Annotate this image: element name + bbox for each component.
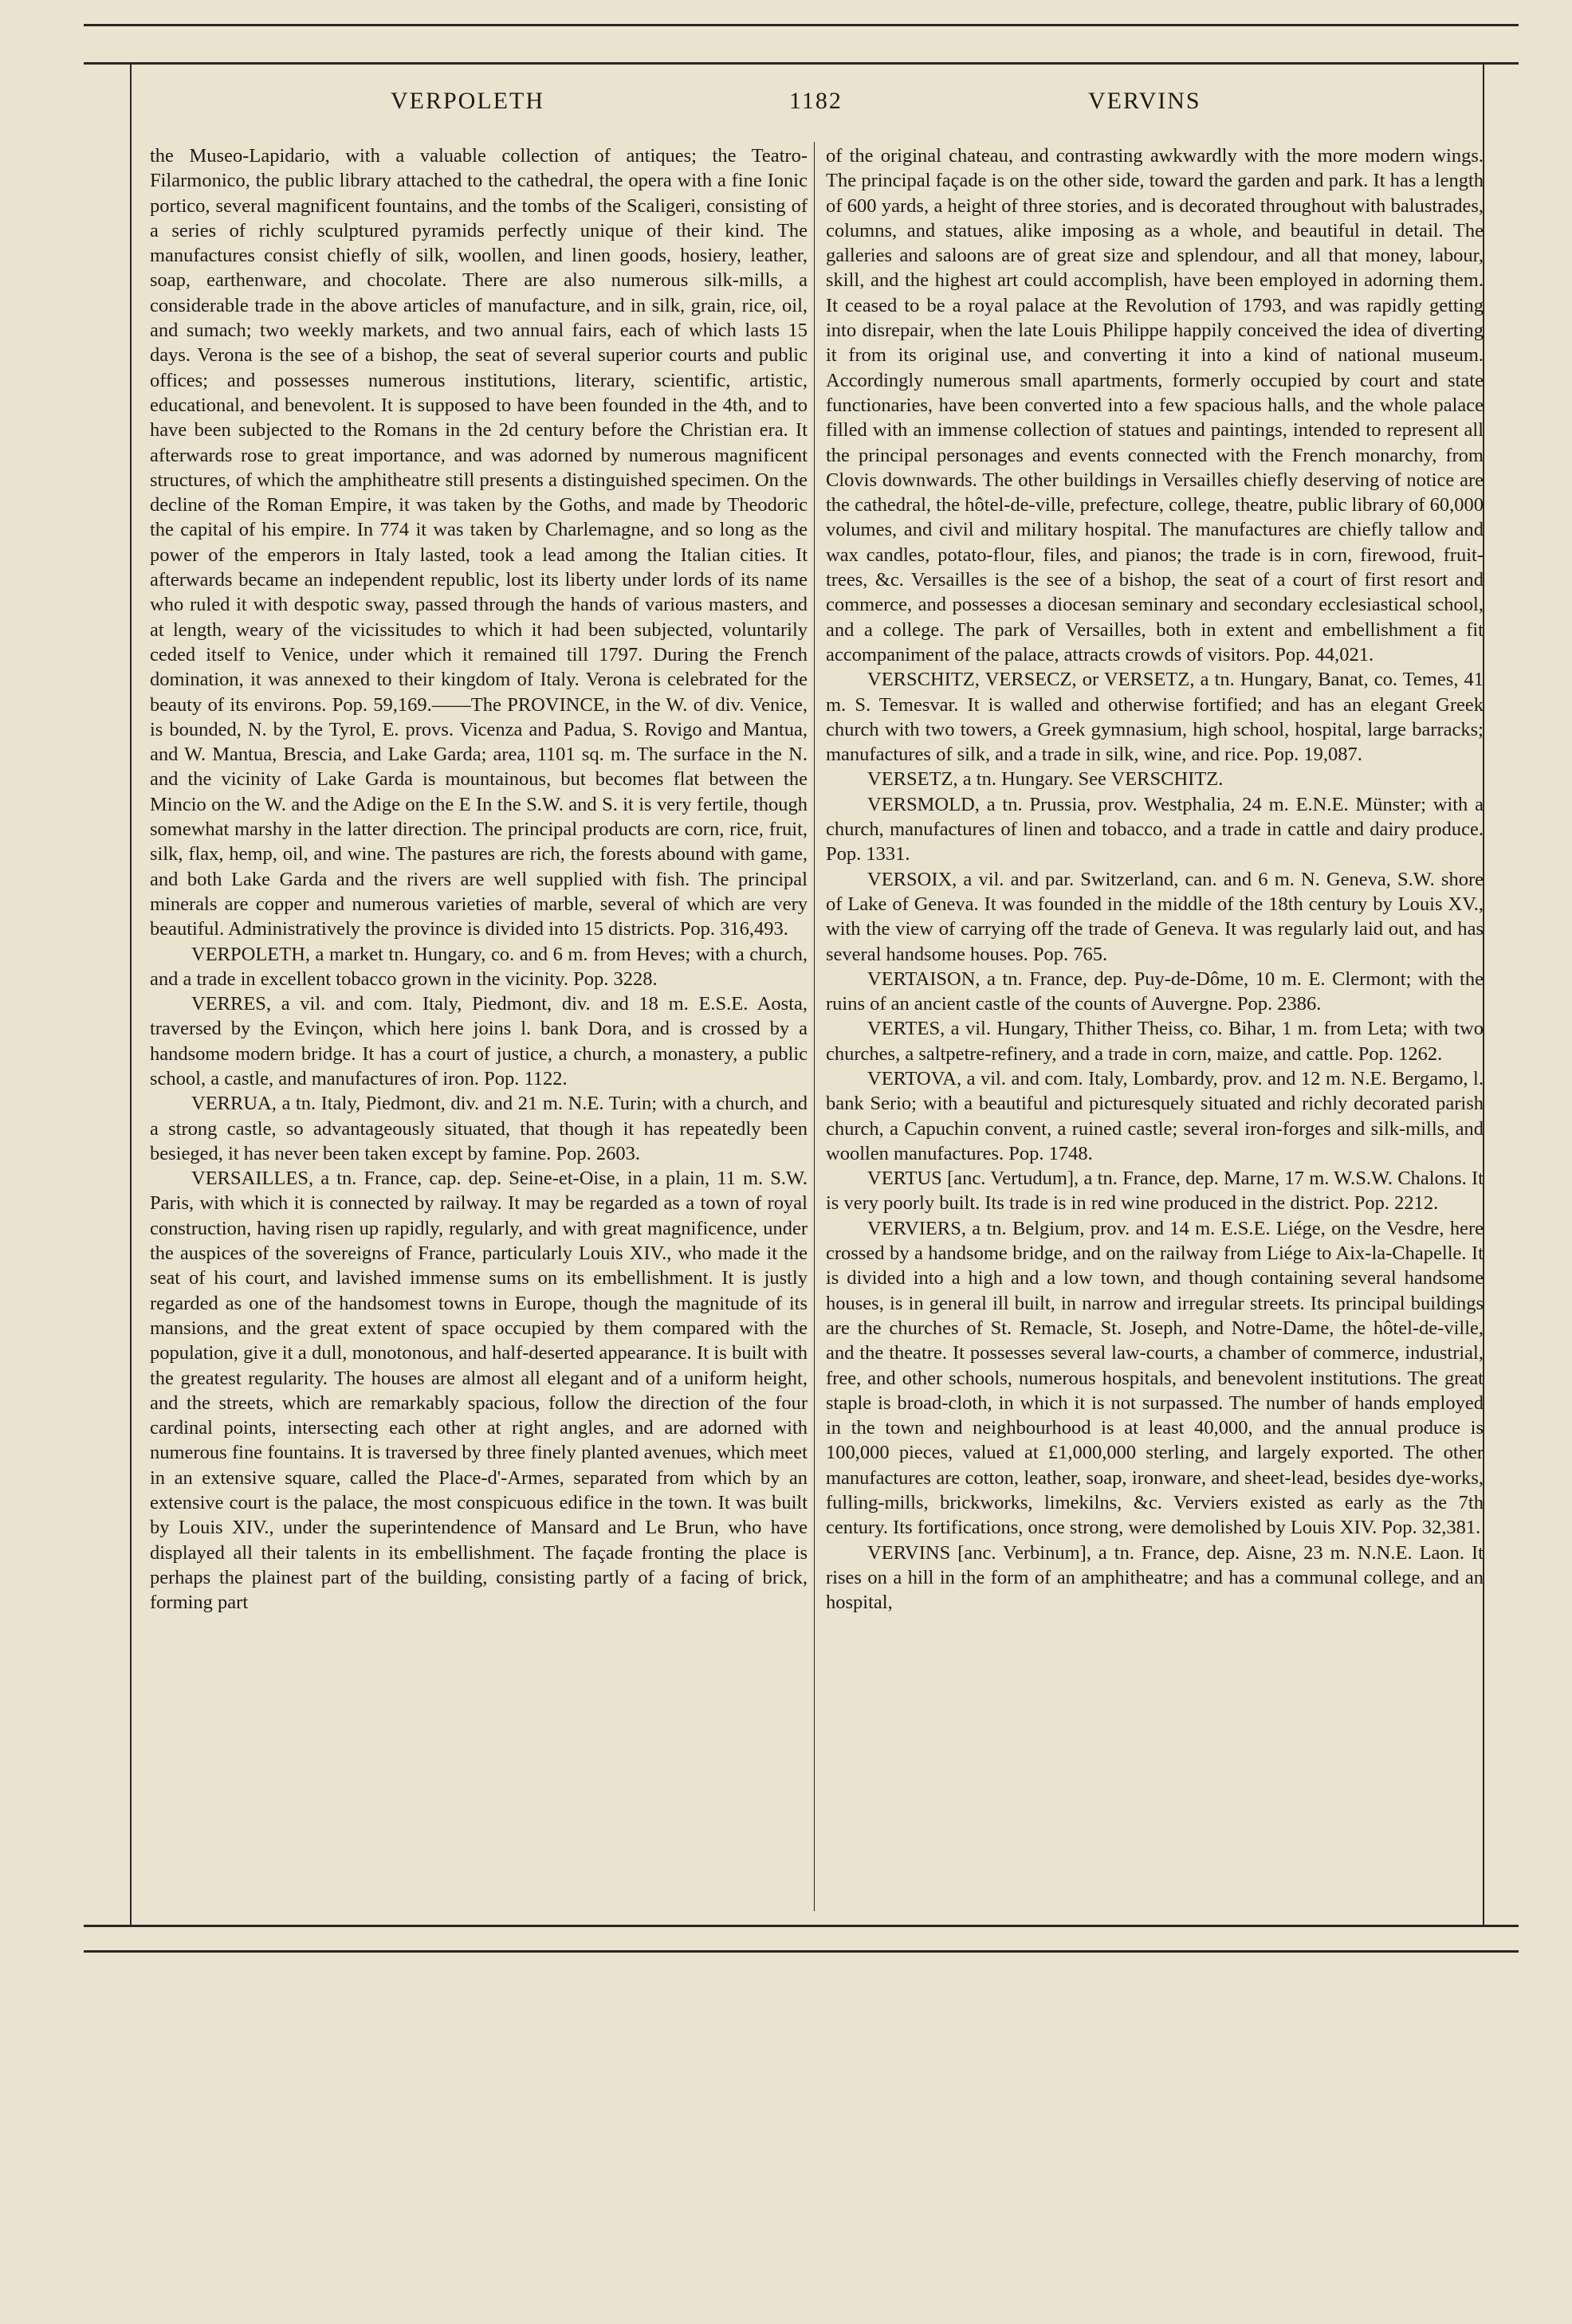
entry-verschitz: VERSCHITZ, VERSECZ, or VERSETZ, a tn. Hungary, Banat, co. Temes, 41 m. S. Temesvar. It is walled and otherwise fortified; and has an elegant Greek church with two towers, a Greek gymnasium, high school, hospital, large barracks; manufactures of silk, and a trade in silk, wine, and rice. Pop. 19,087. <box>826 669 1484 766</box>
entry-vertes: VERTES, a vil. Hungary, Thither Theiss, co. Bihar, 1 m. from Leta; with two churches, a saltpetre-refinery, and a trade in corn, maize, and cattle. Pop. 1262. <box>826 1018 1484 1065</box>
entry-versetz: VERSETZ, a tn. Hungary. See VERSCHITZ. <box>867 768 1224 791</box>
top-inner-rule <box>84 62 1519 65</box>
running-header <box>143 88 1475 126</box>
page-number: 1182 <box>789 88 843 114</box>
left-border-line <box>130 62 132 1927</box>
left-text-column <box>150 143 808 1913</box>
entry-vertova: VERTOVA, a vil. and com. Italy, Lombardy, prov. and 12 m. N.E. Bergamo, l. bank Serio; with a beautiful and picturesquely situated and richly decorated parish church, a Capuchin convent, a ruined castle; several iron-forges and silk-mills, and woollen manufactures. Pop. 1748. <box>826 1067 1484 1164</box>
header-right-headword: VERVINS <box>1088 88 1201 114</box>
right-text-column <box>826 143 1484 1913</box>
entry-vertus: VERTUS [anc. Vertudum], a tn. France, dep. Marne, 17 m. W.S.W. Chalons. It is very poorly built. Its trade is in red wine produced in the district. Pop. 2212. <box>826 1168 1484 1215</box>
bottom-outer-rule <box>84 1950 1519 1953</box>
bottom-inner-rule <box>84 1925 1519 1927</box>
entry-verrua: VERRUA, a tn. Italy, Piedmont, div. and 21 m. N.E. Turin; with a church, and a strong castle, so advantageously situated, that though it has repeatedly been besieged, it has never been taken except by famine. Pop. 2603. <box>150 1093 808 1164</box>
entry-versailles: VERSAILLES, a tn. France, cap. dep. Seine-et-Oise, in a plain, 11 m. S.W. Paris, with which it is connected by railway. It may be regarded as a town of royal construction, having risen up rapidly, regularly, and with great magnificence, under the auspices of the sovereigns of France, particularly Louis XIV., who made it the seat of his court, and lavished immense sums on its embellishment. It is justly regarded as one of the handsomest towns in Europe, though the magnitude of its mansions, and the great extent of space occupied by them compared with the population, give it a dull, monotonous, and half-deserted appearance. It is built with the greatest regularity. The houses are almost all elegant and of a uniform height, and the streets, which are remarkably spacious, follow the direction of the four cardinal points, intersecting each other at right angles, and are adorned with numerous fine fountains. It is traversed by three finely planted avenues, which meet in an extensive square, called the Place-d'-Armes, separated from which by an extensive court is the palace, the most conspicuous edifice in the town. It was built by Louis XIV., under the superintendence of Mansard and Le Brun, who have displayed all their talents in its embellishment. The façade fronting the place is perhaps the plainest part of the building, consisting partly of a facing of brick, forming part <box>150 1168 808 1614</box>
versailles-continuation-paragraph: of the original chateau, and contrasting awkwardly with the more modern wings. The principal façade is on the other side, toward the garden and park. It has a length of 600 yards, a height of three stories, and is decorated throughout with balustrades, columns, and statues, alike imposing as a whole, and beautiful in detail. The galleries and saloons are of great size and splendour, and all that money, labour, skill, and the highest art could accomplish, have been employed in adorning them. It ceased to be a royal palace at the Revolution of 1793, and was rapidly getting into disrepair, when the late Louis Philippe happily conceived the idea of diverting it from its original use, and converting it into a kind of national museum. Accordingly numerous small apartments, formerly occupied by court and state functionaries, have been converted into a few spacious halls, and the whole palace filled with an immense collection of statues and paintings, intended to represent all the principal personages and events connected with the French monarchy, from Clovis downwards. The other buildings in Versailles chiefly deserving of notice are the cathedral, the hôtel-de-ville, prefecture, college, theatre, public library of 60,000 volumes, and civil and military hospital. The manufactures are chiefly tallow and wax candles, potato-flour, files, and pianos; the trade is in corn, firewood, fruit-trees, &c. Versailles is the see of a bishop, the seat of a court of first resort and commerce, and possesses a diocesan seminary and secondary ecclesiastical school, and a college. The park of Versailles, both in extent and embellishment a fit accompaniment of the palace, attracts crowds of visitors. Pop. 44,021. <box>826 145 1484 665</box>
header-left-headword: VERPOLETH <box>391 88 544 114</box>
entry-verpoleth: VERPOLETH, a market tn. Hungary, co. and 6 m. from Heves; with a church, and a trade in excellent tobacco grown in the vicinity. Pop. 3228. <box>150 943 808 990</box>
entry-versmold: VERSMOLD, a tn. Prussia, prov. Westphalia, 24 m. E.N.E. Münster; with a church, manufactures of linen and tobacco, and a trade in cattle and dairy produce. Pop. 1331. <box>826 793 1484 866</box>
entry-versoix: VERSOIX, a vil. and par. Switzerland, can. and 6 m. N. Geneva, S.W. shore of Lake of Geneva. It was founded in the middle of the 18th century by Louis XV., with the view of carrying off the trade of Geneva. It was regularly laid out, and has several handsome houses. Pop. 765. <box>826 868 1484 965</box>
column-gutter-line <box>814 142 815 1911</box>
verona-continuation-paragraph: the Museo-Lapidario, with a valuable collection of antiques; the Teatro-Filarmonico, the public library attached to the cathedral, the opera with a fine Ionic portico, several magnificent fountains, and the tombs of the Scaligeri, consisting of a series of richly sculptured pyramids perfectly unique of their kind. The manufactures consist chiefly of silk, woollen, and linen goods, hosiery, leather, soap, earthenware, and chocolate. There are also numerous silk-mills, a considerable trade in the above articles of manufacture, and in silk, grain, rice, oil, and sumach; two weekly markets, and two annual fairs, each of which lasts 15 days. Verona is the see of a bishop, the seat of several superior courts and public offices; and possesses numerous institutions, literary, scientific, artistic, educational, and benevolent. It is supposed to have been founded in the 4th, and to have been subjected to the Romans in the 2d century before the Christian era. It afterwards rose to great importance, and was adorned by numerous magnificent structures, of which the amphitheatre still presents a distinguished specimen. On the decline of the Roman Empire, it was taken by the Goths, and made by Theodoric the capital of his empire. In 774 it was taken by Charlemagne, and so long as the power of the emperors in Italy lasted, took a lead among the Italian cities. It afterwards became an independent republic, lost its liberty under lords of its name who ruled it with despotic sway, passed through the hands of various masters, and at length, weary of the vicissitudes to which it had been subjected, voluntarily ceded itself to Venice, under which it remained till 1797. During the French domination, it was annexed to their kingdom of Italy. Verona is celebrated for the beauty of its environs. Pop. 59,169.——The PROVINCE, in the W. of div. Venice, is bounded, N. by the Tyrol, E. provs. Vicenza and Padua, S. Rovigo and Mantua, and W. Mantua, Brescia, and Lake Garda; area, 1101 sq. m. The surface in the N. and the vicinity of Lake Garda is mountainous, but becomes flat between the Mincio on the W. and the Adige on the E In the S.W. and S. it is very fertile, though somewhat marshy in the latter direction. The principal products are corn, rice, fruit, silk, flax, hemp, oil, and wine. The pastures are rich, the forests abound with game, and both Lake Garda and the rivers are well supplied with fish. The principal minerals are copper and numerous varieties of marble, several of which are very beautiful. Administratively the province is divided into 15 districts. Pop. 316,493. <box>150 145 808 940</box>
top-outer-rule <box>84 24 1519 26</box>
entry-vertaison: VERTAISON, a tn. France, dep. Puy-de-Dôme, 10 m. E. Clermont; with the ruins of an ancient castle of the counts of Auvergne. Pop. 2386. <box>826 968 1484 1015</box>
entry-verviers: VERVIERS, a tn. Belgium, prov. and 14 m. E.S.E. Liége, on the Vesdre, here crossed by a handsome bridge, and on the railway from Liége to Aix-la-Chapelle. It is divided into a high and a low town, and though containing several handsome houses, is in general ill built, in narrow and irregular streets. Its principal buildings are the churches of St. Remacle, St. Joseph, and Notre-Dame, the hôtel-de-ville, and the theatre. It possesses several law-courts, a chamber of commerce, industrial, free, and other schools, numerous hospitals, and benevolent institutions. The great staple is broad-cloth, in which it is not surpassed. The number of hands employed in the town and neighbourhood is at least 40,000, and the annual produce is 100,000 pieces, valued at £1,000,000 sterling, and largely exported. The other manufactures are cotton, leather, soap, ironware, and sheet-lead, besides dye-works, fulling-mills, brickworks, limekilns, &c. Verviers existed as early as the 7th century. Its fortifications, once strong, were demolished by Louis XIV. Pop. 32,381. <box>826 1217 1484 1539</box>
entry-verres: VERRES, a vil. and com. Italy, Piedmont, div. and 18 m. E.S.E. Aosta, traversed by the Evinçon, which here joins l. bank Dora, and is crossed by a handsome modern bridge. It has a court of justice, a church, a monastery, a public school, a castle, and manufactures of iron. Pop. 1122. <box>150 993 808 1089</box>
entry-vervins: VERVINS [anc. Verbinum], a tn. France, dep. Aisne, 23 m. N.N.E. Laon. It rises on a hill in the form of an amphitheatre; and has a communal college, and an hospital, <box>826 1541 1484 1614</box>
